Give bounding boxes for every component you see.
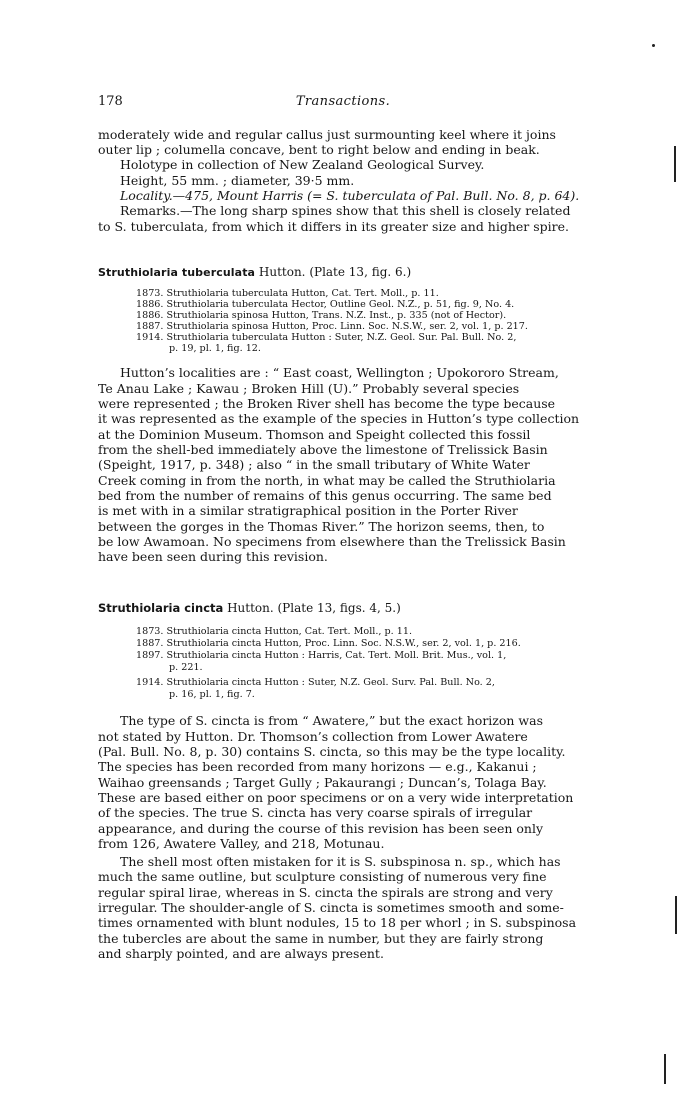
running-title: Transactions. xyxy=(295,94,391,109)
body-line: of the species. The true S. cincta has very coarse spirals of irregular xyxy=(98,805,533,820)
synonymy-entry: 1873. Struthiolaria tuberculata Hutton, Cat. Tert. Moll., p. 11. xyxy=(136,288,439,299)
body-line: outer lip ; columella concave, bent to right below and ending in beak. xyxy=(98,142,540,157)
body-line: from 126, Awatere Valley, and 218, Motunau. xyxy=(98,836,385,851)
body-line: from the shell-bed immediately above the limestone of Trelissick Basin xyxy=(98,442,548,457)
body-line: These are based either on poor specimens or on a very wide interpretation xyxy=(98,790,574,805)
species-author-plate: Hutton. (Plate 13, figs. 4, 5.) xyxy=(223,601,401,615)
body-line: regular spiral lirae, whereas in S. cincta the spirals are strong and very xyxy=(98,885,553,900)
synonymy-entry: p. 19, pl. 1, fig. 12. xyxy=(169,343,261,354)
synonymy-entry: 1873. Struthiolaria cincta Hutton, Cat. Tert. Moll., p. 11. xyxy=(136,626,412,637)
locality-line: Locality.—475, Mount Harris (= S. tuberculata of Pal. Bull. No. 8, p. 64). xyxy=(120,188,580,203)
body-line: Holotype in collection of New Zealand Geological Survey. xyxy=(120,157,485,172)
synonymy-entry: 1914. Struthiolaria cincta Hutton : Suter, N.Z. Geol. Surv. Pal. Bull. No. 2, xyxy=(136,677,495,688)
body-line: Hutton’s localities are : “ East coast, Wellington ; Upokororo Stream, xyxy=(120,365,559,380)
body-line: (Pal. Bull. No. 8, p. 30) contains S. cincta, so this may be the type locality. xyxy=(98,744,566,759)
scan-artifact-mark xyxy=(664,1054,666,1084)
body-line: be low Awamoan. No specimens from elsewhere than the Trelissick Basin xyxy=(98,534,566,549)
body-line: it was represented as the example of the species in Hutton’s type collection xyxy=(98,411,580,426)
species-name: Struthiolaria tuberculata xyxy=(98,266,256,279)
synonymy-entry: p. 221. xyxy=(169,662,203,673)
body-line: to S. tuberculata, from which it differs in its greater size and higher spire. xyxy=(98,219,570,234)
page-header xyxy=(98,94,588,114)
page-number: 178 xyxy=(98,94,123,109)
body-line: The type of S. cincta is from “ Awatere,” but the exact horizon was xyxy=(120,713,543,728)
body-line: and sharply pointed, and are always present. xyxy=(98,946,384,961)
scan-artifact-mark xyxy=(674,146,676,182)
species-heading-cincta xyxy=(98,601,401,615)
body-line: moderately wide and regular callus just surmounting keel where it joins xyxy=(98,127,556,142)
body-line: appearance, and during the course of this revision has been seen only xyxy=(98,821,544,836)
species-author-plate: Hutton. (Plate 13, fig. 6.) xyxy=(255,265,412,279)
body-line: times ornamented with blunt nodules, 15 to 18 per whorl ; in S. subspinosa xyxy=(98,915,577,930)
synonymy-entry: 1897. Struthiolaria cincta Hutton : Harris, Cat. Tert. Moll. Brit. Mus., vol. 1, xyxy=(136,650,507,661)
body-line: the tubercles are about the same in number, but they are fairly strong xyxy=(98,931,544,946)
scan-artifact-dot xyxy=(652,44,655,47)
synonymy-entry: 1887. Struthiolaria spinosa Hutton, Proc. Linn. Soc. N.S.W., ser. 2, vol. 1, p. 217. xyxy=(136,321,528,332)
body-line: is met with in a similar stratigraphical position in the Porter River xyxy=(98,503,518,518)
body-line: Creek coming in from the north, in what may be called the Struthiolaria xyxy=(98,473,556,488)
species-name: Struthiolaria cincta xyxy=(98,601,224,615)
remarks-line: Remarks.—The long sharp spines show that this shell is closely related xyxy=(120,203,571,218)
body-line: The shell most often mistaken for it is S. subspinosa n. sp., which has xyxy=(120,854,561,869)
body-line: bed from the number of remains of this genus occurring. The same bed xyxy=(98,488,552,503)
body-line: Te Anau Lake ; Kawau ; Broken Hill (U).” Probably several species xyxy=(98,381,520,396)
body-line: irregular. The shoulder-angle of S. cincta is sometimes smooth and some- xyxy=(98,900,564,915)
body-line: The species has been recorded from many horizons — e.g., Kakanui ; xyxy=(98,759,537,774)
body-line: not stated by Hutton. Dr. Thomson’s collection from Lower Awatere xyxy=(98,729,528,744)
body-line: Waihao greensands ; Target Gully ; Pakaurangi ; Duncan’s, Tolaga Bay. xyxy=(98,775,547,790)
body-line: at the Dominion Museum. Thomson and Speight collected this fossil xyxy=(98,427,531,442)
species-heading-tuberculata xyxy=(98,265,411,280)
synonymy-entry: 1914. Struthiolaria tuberculata Hutton : Suter, N.Z. Geol. Sur. Pal. Bull. No. 2, xyxy=(136,332,517,343)
synonymy-entry: 1886. Struthiolaria spinosa Hutton, Trans. N.Z. Inst., p. 335 (not of Hector). xyxy=(136,310,507,321)
synonymy-entry: 1886. Struthiolaria tuberculata Hector, Outline Geol. N.Z., p. 51, fig. 9, No. 4. xyxy=(136,299,515,310)
body-line: were represented ; the Broken River shell has become the type because xyxy=(98,396,556,411)
body-line: have been seen during this revision. xyxy=(98,549,328,564)
body-line: between the gorges in the Thomas River.” The horizon seems, then, to xyxy=(98,519,545,534)
scan-artifact-mark xyxy=(675,896,677,934)
synonymy-entry: p. 16, pl. 1, fig. 7. xyxy=(169,689,255,700)
body-line: much the same outline, but sculpture consisting of numerous very fine xyxy=(98,869,547,884)
synonymy-entry: 1887. Struthiolaria cincta Hutton, Proc. Linn. Soc. N.S.W., ser. 2, vol. 1, p. 216. xyxy=(136,638,521,649)
body-line: (Speight, 1917, p. 348) ; also “ in the small tributary of White Water xyxy=(98,457,530,472)
body-line: Height, 55 mm. ; diameter, 39·5 mm. xyxy=(120,173,355,188)
